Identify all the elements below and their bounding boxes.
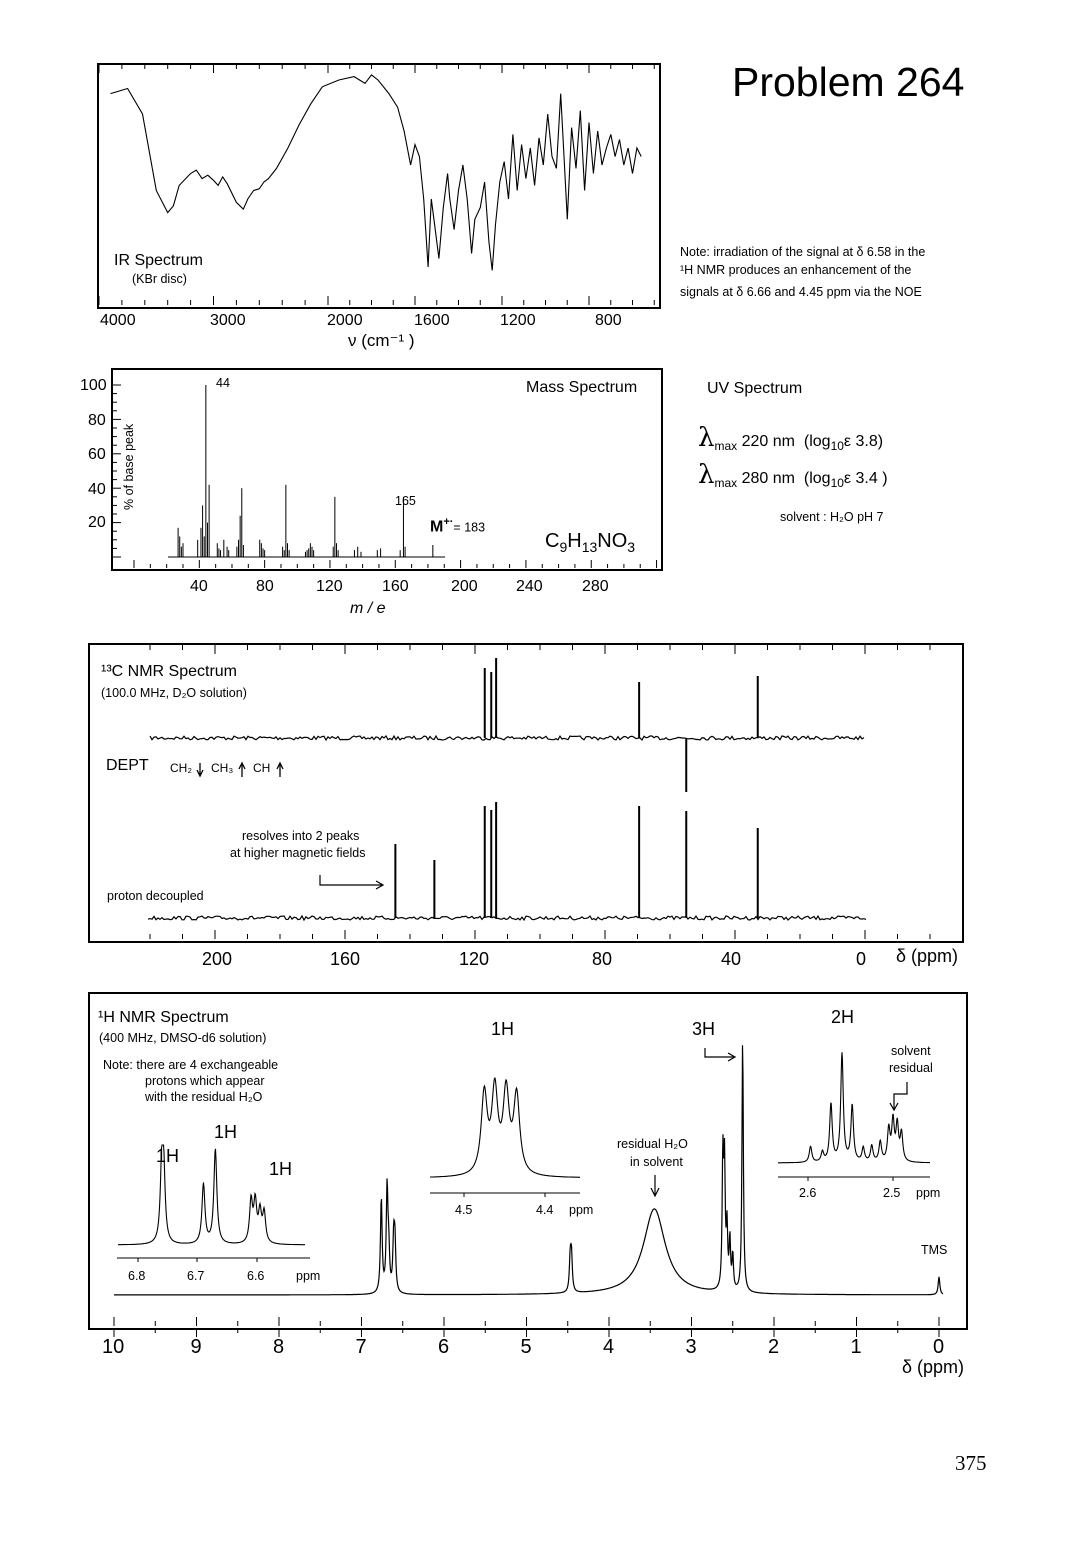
m-symbol: M [430,518,444,536]
c13-tick-40: 40 [721,949,742,969]
water-label-2: in solvent [630,1155,683,1169]
c13-title: ¹³C NMR Spectrum [101,663,238,680]
ir-tick-1200: 1200 [500,312,536,329]
mass-ytick-60: 60 [88,446,106,463]
ir-x-label: ν (cm⁻¹ ) [348,331,415,350]
water-label-1: residual H₂O [617,1137,688,1151]
ir-title: IR Spectrum [114,252,203,269]
c13-subtitle: (100.0 MHz, D₂O solution) [101,686,247,700]
molecular-ion-label [430,516,485,536]
mass-xtick-200: 200 [451,578,478,595]
mass-xtick-240: 240 [516,578,543,595]
mass-xtick-160: 160 [382,578,409,595]
mass-ytick-20: 20 [88,514,106,531]
epsilon-symbol: ε [843,433,852,450]
log-subscript: 10 [830,476,844,491]
label-3h: 3H [692,1019,716,1039]
label-2h: 2H [831,1007,855,1027]
page-number: 375 [955,1451,987,1475]
formula-c: C [545,530,560,552]
c13-annot-line1: resolves into 2 peaks [242,829,360,843]
dept-key-ch3: CH₃ [211,761,234,775]
uv-nm-1: 220 nm [741,433,795,450]
dept-key-ch: CH [253,761,271,775]
epsilon-symbol: ε [843,470,852,487]
m-value: = 183 [453,520,486,535]
ir-tick-3000: 3000 [210,312,246,329]
mass-title: Mass Spectrum [526,379,638,396]
h1-tick-label: 8 [273,1336,285,1358]
c13-tick-0: 0 [856,949,867,969]
uv-solvent: solvent : H₂O pH 7 [780,510,884,524]
uv-value-1: 3.8) [855,433,884,450]
log-label: (log [803,470,831,487]
h1-tick-label: 3 [685,1336,697,1358]
max-subscript: max [714,476,738,491]
c13-xlabel: δ (ppm) [896,946,959,966]
ir-tick-1600: 1600 [414,312,450,329]
formula-c-n: 9 [559,539,568,555]
mass-ytick-100: 100 [80,377,107,394]
c13-tick-200: 200 [202,949,233,969]
mass-xtick-40: 40 [190,578,208,595]
decoupled-label: proton decoupled [107,889,204,903]
h1-tick-label: 9 [190,1336,202,1358]
formula-o-n: 3 [627,539,636,555]
h1-tick-label: 2 [768,1336,780,1358]
formula-rest: NO [597,530,628,552]
mass-ytick-40: 40 [88,481,106,498]
mass-xtick-280: 280 [582,578,609,595]
h1-note-line2: protons which appear [145,1074,265,1088]
h1-tick-label: 7 [355,1336,367,1358]
mass-ytick-80: 80 [88,412,106,429]
ir-tick-2000: 2000 [327,312,363,329]
uv-nm-2: 280 nm [741,470,795,487]
uv-heading: UV Spectrum [707,380,803,397]
uv-line-2 [698,460,888,490]
mass-annot-44: 44 [216,376,230,390]
c13-tick-160: 160 [330,949,361,969]
inset2-label: 1H [491,1019,515,1039]
log-subscript: 10 [830,439,844,454]
page-title: Problem 264 [732,59,965,105]
inset1-tick-67: 6.7 [187,1269,205,1283]
noe-note-line1: Note: irradiation of the signal at δ 6.58 in the [680,245,926,259]
noe-note-line3: signals at δ 6.66 and 4.45 ppm via the NOE [680,285,922,299]
ir-tick-800: 800 [595,312,622,329]
inset3-tick-ppm: ppm [916,1186,941,1200]
m-charge: +· [443,516,454,528]
dept-key-ch2: CH₂ [170,761,192,775]
inset1-label-c: 1H [269,1159,293,1179]
noe-note-line2: ¹H NMR produces an enhancement of the [680,263,912,277]
dept-label: DEPT [106,757,149,774]
c13-tick-80: 80 [592,949,613,969]
lambda-symbol: λ [698,460,715,490]
h1-note-line1: Note: there are 4 exchangeable [103,1058,279,1072]
inset2-tick-ppm: ppm [569,1203,594,1217]
mass-xtick-80: 80 [256,578,274,595]
inset1-tick-68: 6.8 [128,1269,146,1283]
h1-subtitle: (400 MHz, DMSO-d6 solution) [99,1031,267,1045]
tms-label: TMS [921,1243,948,1257]
h1-tick-label: 6 [438,1336,450,1358]
ir-tick-4000: 4000 [100,312,136,329]
h1-title: ¹H NMR Spectrum [98,1009,229,1026]
mass-xtick-120: 120 [316,578,343,595]
mass-ylabel: % of base peak [122,423,136,510]
inset3-tick-25: 2.5 [883,1186,901,1200]
formula-h: H [567,530,582,552]
inset3-tick-26: 2.6 [799,1186,817,1200]
h1-tick-label: 1 [850,1336,862,1358]
solvent-label-2: residual [889,1061,933,1075]
molecular-formula [545,530,635,555]
inset1-label-b: 1H [214,1122,238,1142]
mass-xlabel: m / e [350,600,386,617]
inset1-tick-66: 6.6 [247,1269,265,1283]
h1-tick-label: 4 [603,1336,615,1358]
h1-xlabel: δ (ppm) [902,1357,965,1377]
inset1-label-a: 1H [156,1146,180,1166]
ir-subtitle: (KBr disc) [132,272,187,286]
h1-note-line3: with the residual H₂O [145,1090,263,1104]
max-subscript: max [714,439,738,454]
lambda-symbol: λ [698,423,715,453]
inset2-tick-45: 4.5 [455,1203,473,1217]
c13-tick-120: 120 [459,949,490,969]
c13-annot-line2: at higher magnetic fields [230,846,366,860]
h1-tick-label: 0 [933,1336,945,1358]
log-label: (log [803,433,831,450]
uv-line-1 [698,423,883,453]
solvent-label-1: solvent [891,1044,931,1058]
uv-value-2: 3.4 ) [855,470,888,487]
inset1-tick-ppm: ppm [296,1269,321,1283]
mass-annot-165: 165 [395,494,416,508]
inset2-tick-44: 4.4 [536,1203,554,1217]
formula-h-n: 13 [581,539,598,555]
h1-tick-label: 5 [520,1336,532,1358]
h1-tick-label: 10 [102,1336,125,1358]
